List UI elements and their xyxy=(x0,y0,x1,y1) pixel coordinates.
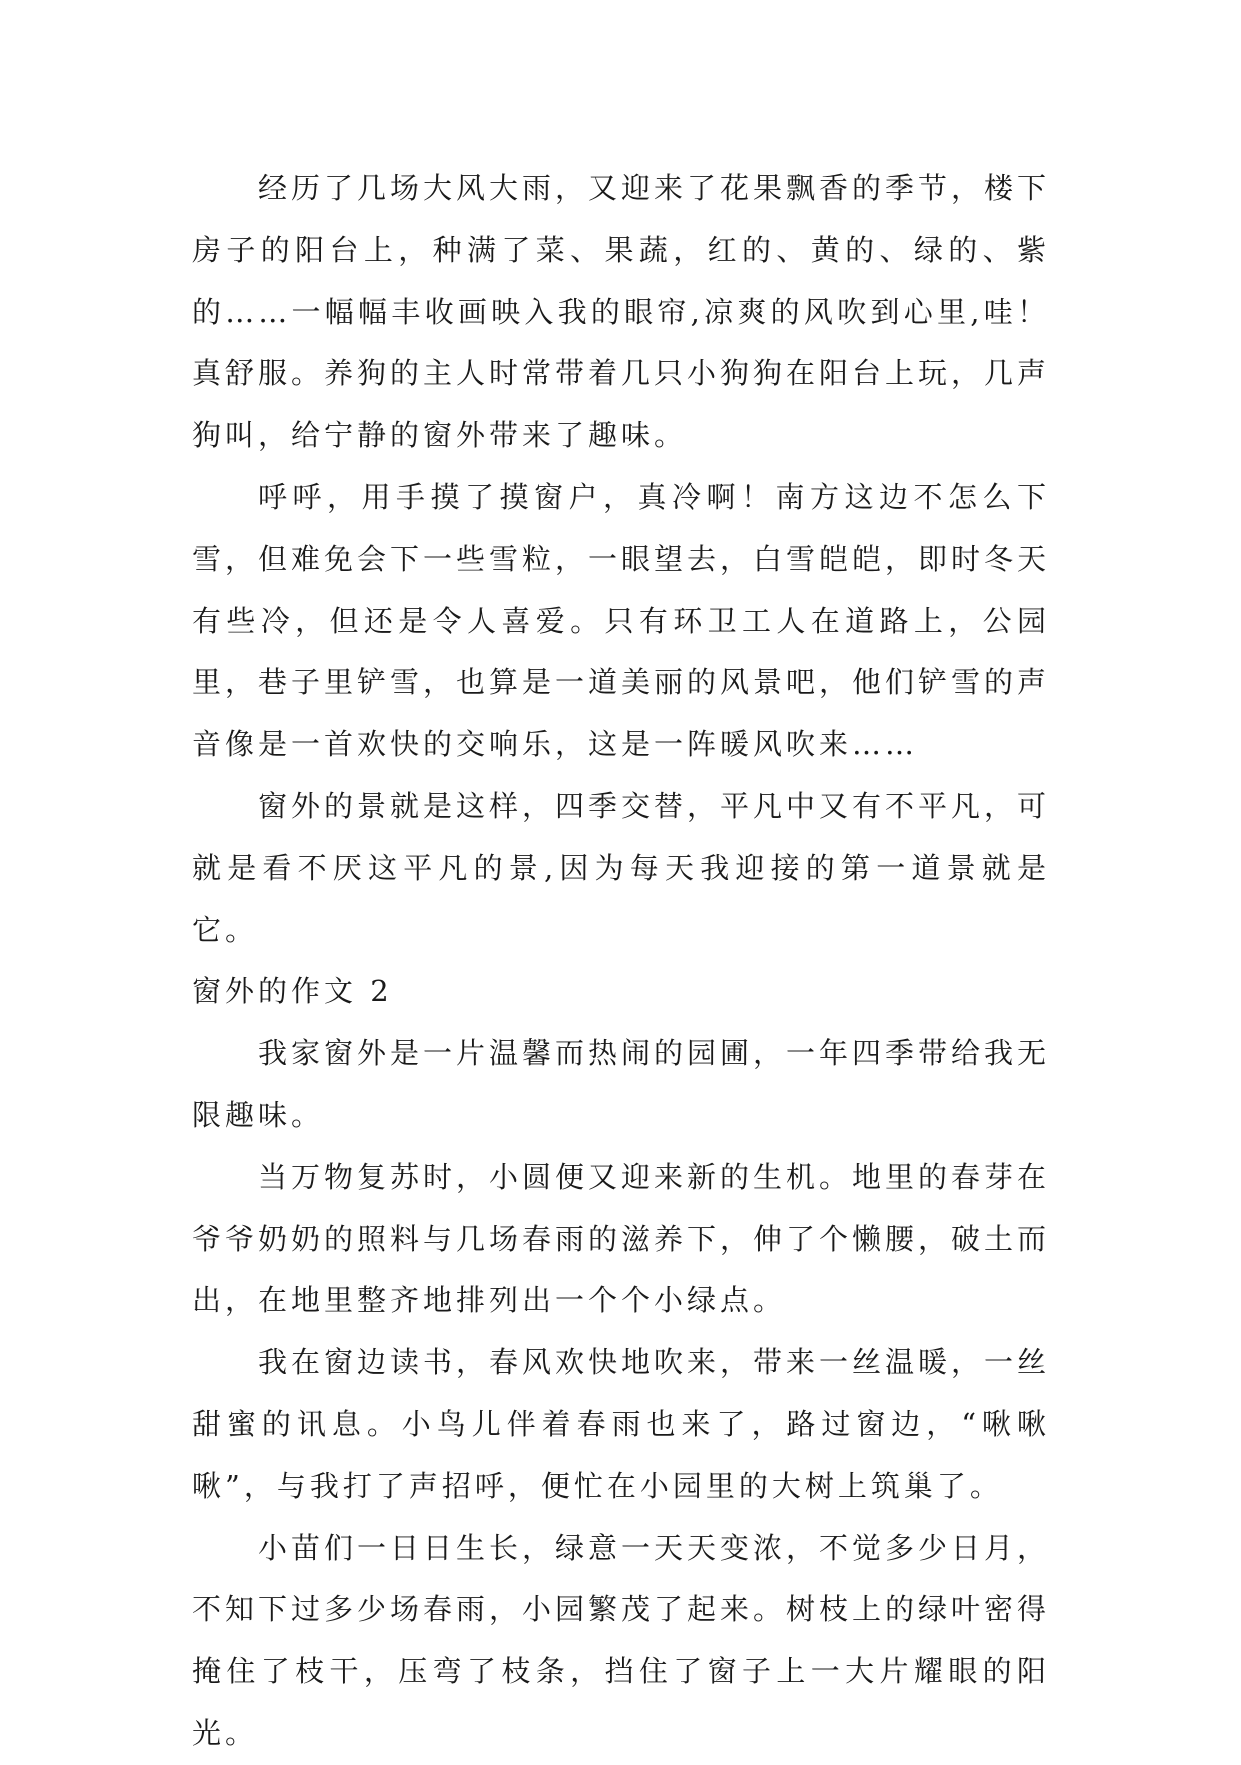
paragraph-reading-by-window: 我在窗边读书，春风欢快地吹来，带来一丝温暖，一丝甜蜜的讯息。小鸟儿伴着春雨也来了，路过窗边，“啾啾啾”，与我打了声招呼，便忙在小园里的大树上筑巢了。 xyxy=(192,1345,1051,1503)
paragraph-garden-intro: 我家窗外是一片温馨而热闹的园圃，一年四季带给我无限趣味。 xyxy=(192,1036,1051,1132)
paragraph-seedlings-grow: 小苗们一日日生长，绿意一天天变浓，不觉多少日月，不知下过多少场春雨，小园繁茂了起来。树枝上的绿叶密得掩住了枝干，压弯了枝条，挡住了窗子上一大片耀眼的阳光。 xyxy=(192,1530,1051,1750)
paragraph-four-seasons: 窗外的景就是这样，四季交替，平凡中又有不平凡，可就是看不厌这平凡的景,因为每天我迎接的第一道景就是它。 xyxy=(192,788,1051,947)
paragraph-harvest-season: 经历了几场大风大雨，又迎来了花果飘香的季节，楼下房子的阳台上，种满了菜、果蔬，红的、黄的、绿的、紫的……一幅幅丰收画映入我的眼帘,凉爽的风吹到心里,哇！真舒服。养狗的主人时常带着几只小狗狗在阳台上玩，几声狗叫，给宁静的窗外带来了趣味。 xyxy=(192,171,1051,453)
paragraph-winter-snow: 呼呼，用手摸了摸窗户，真冷啊！南方这边不怎么下雪，但难免会下一些雪粒，一眼望去，白雪皑皑，即时冬天有些冷，但还是令人喜爱。只有环卫工人在道路上，公园里，巷子里铲雪，也算是一道美丽的风景吧，他们铲雪的声音像是一首欢快的交响乐，这是一阵暖风吹来…… xyxy=(192,479,1051,762)
paragraph-spring-sprouts: 当万物复苏时，小圆便又迎来新的生机。地里的春芽在爷爷奶奶的照料与几场春雨的滋养下，伸了个懒腰，破土而出，在地里整齐地排列出一个个小绿点。 xyxy=(192,1159,1051,1318)
essay-heading: 窗外的作文 2 xyxy=(192,974,393,1009)
document-body xyxy=(192,158,1050,1765)
